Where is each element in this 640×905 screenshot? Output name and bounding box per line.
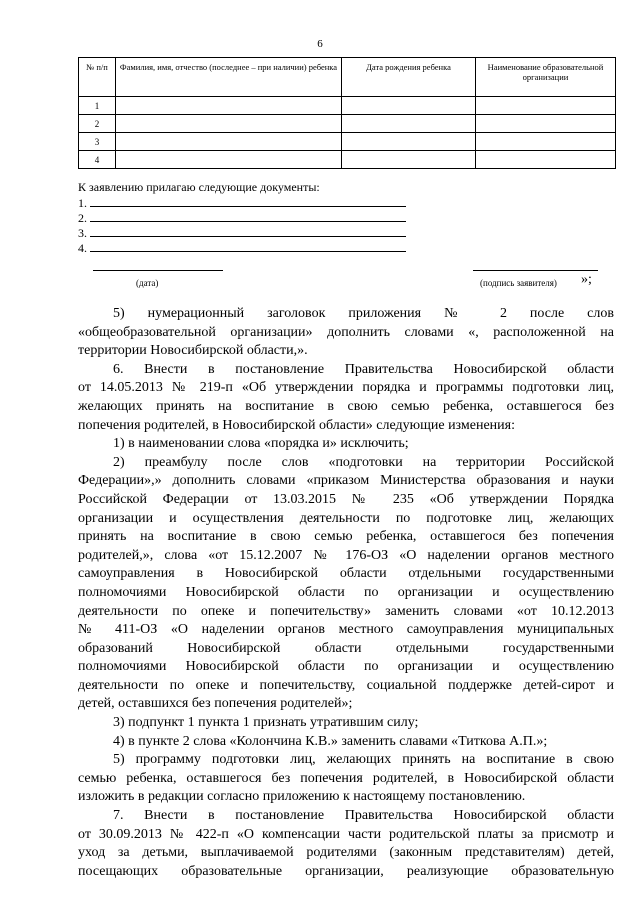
text-line: Российской Федерации от 13.03.2015 № 235 «Об утверждении Порядка: [78, 491, 614, 507]
text-line: деятельности по опеке и попечительству, социальной поддержке детей-сирот и: [78, 677, 614, 693]
header-organization: Наименование образовательной организации: [476, 58, 616, 97]
document-line: [78, 211, 406, 226]
row-number: 4: [79, 151, 116, 169]
document-number: 2.: [78, 211, 87, 225]
name-cell: [116, 115, 342, 133]
text-line: 7. Внести в постановление Правительства Новосибирской области: [113, 808, 614, 824]
table-row: [79, 115, 616, 133]
table-row: [79, 151, 616, 169]
documents-title: К заявлению прилагаю следующие документы:: [78, 180, 320, 194]
text-line: попечения родителей, в Новосибирской области» следующие изменения:: [78, 417, 515, 433]
row-number: 1: [79, 97, 116, 115]
text-line: полномочиями Новосибирской области по организации и осуществлению: [78, 659, 614, 675]
text-line: образований Новосибирской области отдельными государственными: [78, 640, 614, 656]
signature-block: [78, 258, 615, 298]
document-line: [78, 241, 406, 256]
row-number: 3: [79, 133, 116, 151]
text-line: 2) преамбулу после слов «подготовки на территории Российской: [113, 454, 614, 470]
table-row: [79, 133, 616, 151]
table-row: [79, 97, 616, 115]
name-cell: [116, 97, 342, 115]
text-line: детей, оставшихся без попечения родителей»;: [78, 696, 353, 712]
text-line: «общеобразовательной организации» дополнить словами «, расположенной на: [78, 324, 614, 340]
text-line: уход за детьми, выплачиваемой родителями (законным представителям) детей,: [78, 845, 614, 861]
text-line: от 30.09.2013 № 422-п «О компенсации части родительской платы за присмотр и: [78, 826, 614, 842]
text-line: принять на воспитание в свою семью ребенка, оставшегося без попечения: [78, 529, 614, 545]
birth-date-cell: [342, 133, 476, 151]
date-line: [93, 270, 223, 271]
organization-cell: [476, 133, 616, 151]
organization-cell: [476, 115, 616, 133]
text-line: желающих принять на воспитание в свою семью ребенка, оставшегося без: [78, 398, 614, 414]
table-header-row: [79, 58, 616, 97]
row-number: 2: [79, 115, 116, 133]
signature-caption: (подпись заявителя): [480, 278, 557, 288]
page-number: 6: [317, 38, 323, 50]
birth-date-cell: [342, 151, 476, 169]
text-line: № 411-ОЗ «О наделении органов местного самоуправления муниципальных: [78, 622, 614, 638]
name-cell: [116, 133, 342, 151]
text-line: 5) программу подготовки лиц, желающих принять на воспитание в свою: [113, 752, 614, 768]
text-line: деятельности по опеке и попечительству» заменить словами «от 10.12.2013: [78, 603, 614, 619]
text-line: организации и осуществления деятельности по подготовке лиц, желающих: [78, 510, 614, 526]
text-line: изложить в редакции согласно приложению к настоящему постановлению.: [78, 789, 526, 805]
text-line: самоуправления в Новосибирской области отдельными государственными: [78, 566, 614, 582]
closing-quote: »;: [581, 272, 592, 287]
signature-line: [473, 270, 598, 271]
document-fill-line: [90, 241, 406, 252]
header-number: № п/п: [79, 58, 116, 97]
text-line: Федерации»,» дополнить словами «приказом Министерства образования и науки: [78, 473, 614, 489]
text-line: 4) в пункте 2 слова «Колончина К.В.» заменить славами «Титкова А.П.»;: [113, 733, 548, 749]
organization-cell: [476, 97, 616, 115]
text-line: 5) нумерационный заголовок приложения № 2 после слов: [113, 306, 614, 321]
document-number: 3.: [78, 226, 87, 240]
name-cell: [116, 151, 342, 169]
text-line: родителей,», слова «от 15.12.2007 № 176-ОЗ «О наделении органов местного: [78, 547, 614, 563]
text-line: 6. Внести в постановление Правительства Новосибирской области: [113, 361, 614, 377]
document-number: 1.: [78, 196, 87, 210]
document-line: [78, 226, 406, 241]
header-full-name: Фамилия, имя, отчество (последнее – при наличии) ребенка: [116, 58, 342, 97]
document-fill-line: [90, 226, 406, 237]
document-fill-line: [90, 196, 406, 207]
document-line: [78, 196, 406, 211]
document-fill-line: [90, 211, 406, 222]
amendment-text: [78, 305, 614, 881]
text-line: 3) подпункт 1 пункта 1 признать утратившим силу;: [113, 715, 419, 731]
text-line: от 14.05.2013 № 219-п «Об утверждении порядка и программы подготовки лиц,: [78, 380, 614, 396]
document-number: 4.: [78, 241, 87, 255]
organization-cell: [476, 151, 616, 169]
text-line: семью ребенка, оставшегося без попечения родителей, в Новосибирской области: [78, 770, 614, 786]
text-line: 1) в наименовании слова «порядка и» исключить;: [113, 436, 409, 452]
text-line: полномочиями Новосибирской области по организации и осуществлению: [78, 584, 614, 600]
text-line: территории Новосибирской области,».: [78, 343, 308, 359]
text-line: посещающих образовательные организации, реализующие образовательную: [78, 863, 614, 879]
birth-date-cell: [342, 115, 476, 133]
children-table: [78, 57, 616, 169]
header-birth-date: Дата рождения ребенка: [342, 58, 476, 97]
birth-date-cell: [342, 97, 476, 115]
date-caption: (дата): [136, 278, 159, 288]
